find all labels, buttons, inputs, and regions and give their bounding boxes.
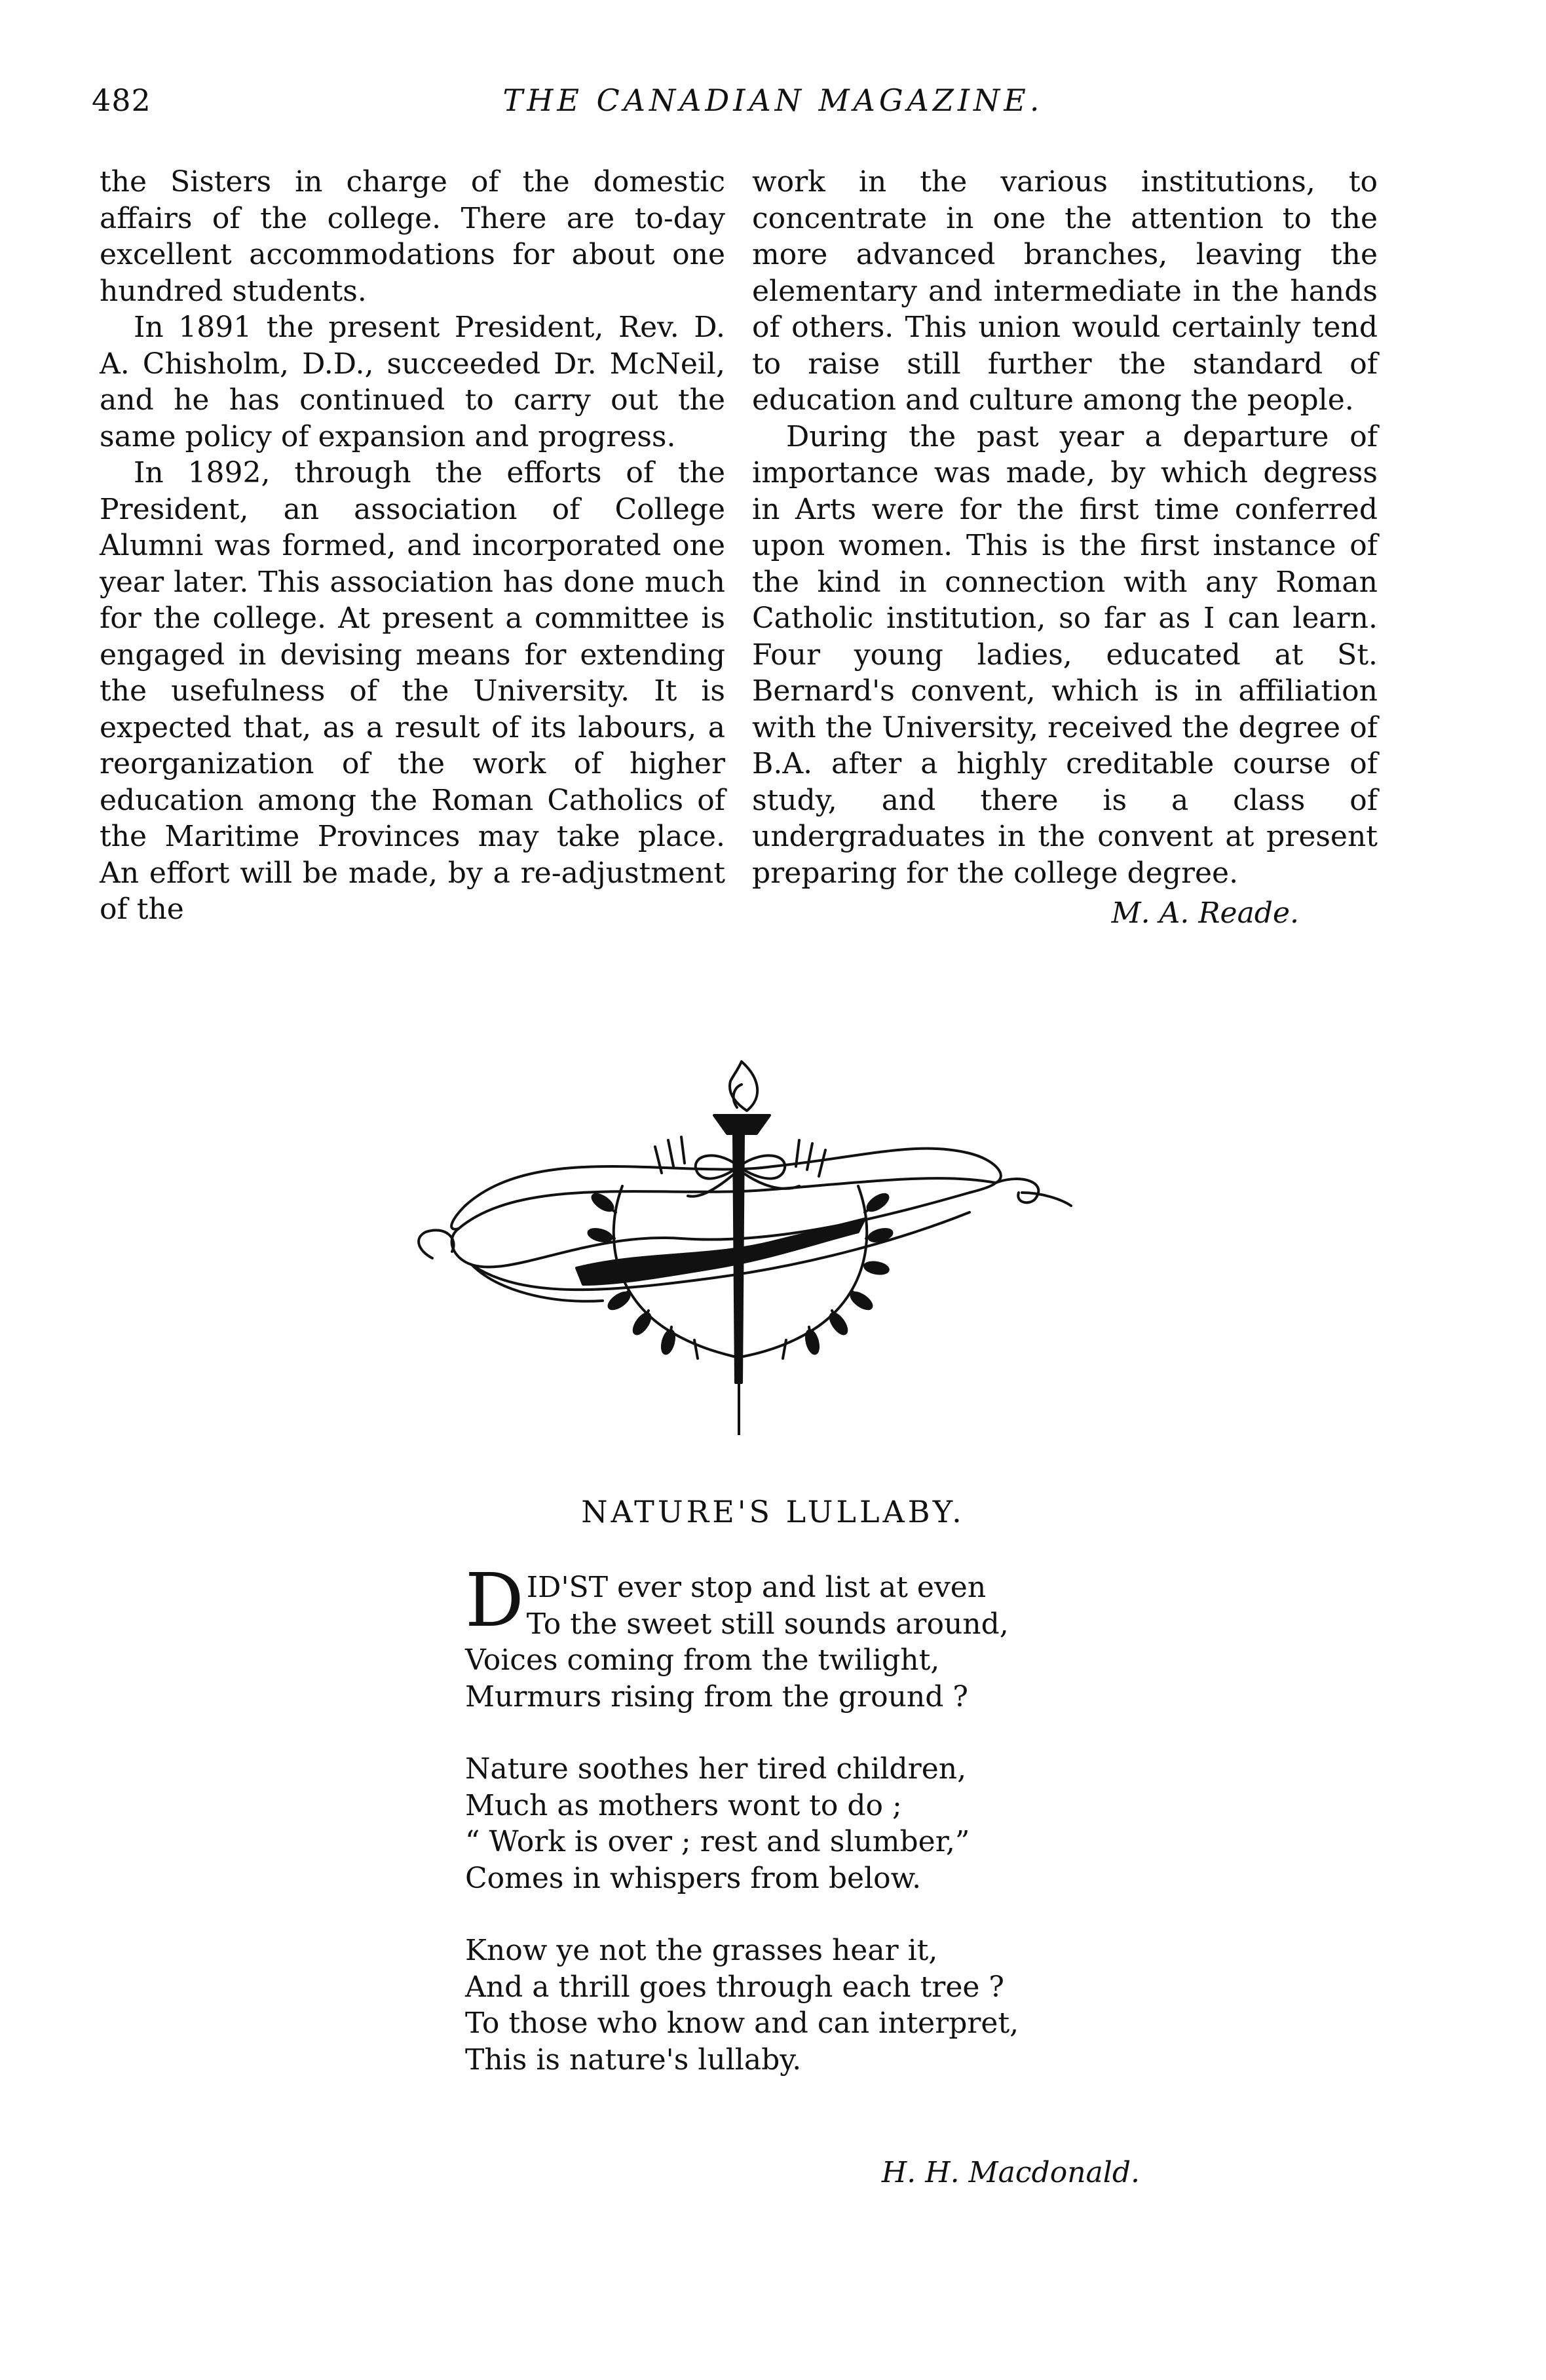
poem-stanza-3 [465, 1932, 1186, 2078]
poem-stanza-2 [465, 1751, 1186, 1896]
article-signature: M. A. Reade. [1111, 896, 1299, 930]
poem-line: Know ye not the grasses hear it, [465, 1934, 938, 1967]
poem-line: This is nature's lullaby. [465, 2043, 802, 2077]
poem-line: To the sweet still sounds around, [526, 1607, 1009, 1641]
left-column [100, 164, 725, 928]
left-paragraph-2: In 1891 the present President, Rev. D. A. Chisholm, D.D., succeeded Dr. McNeil, and he has continued to carry out the same policy of expansion and progress. [100, 311, 725, 453]
drop-cap: D [465, 1558, 524, 1643]
poem-line: Much as mothers wont to do ; [465, 1788, 902, 1822]
poem-line: To those who know and can interpret, [465, 2006, 1019, 2040]
poem-stanza-1 [465, 1558, 1186, 1715]
poem-line: And a thrill goes through each tree ? [465, 1970, 1004, 2004]
page-number: 482 [92, 83, 151, 118]
poem-line: Voices coming from the twilight, [465, 1643, 940, 1677]
right-paragraph-1: work in the various institutions, to concentrate in one the attention to the more advanced branches, leaving the elementary and intermediate in the hands of others. This union would certainly tend to raise still further the standard of education and culture among the people. [752, 165, 1378, 417]
right-column [752, 164, 1378, 932]
magazine-title: THE CANADIAN MAGAZINE. [502, 83, 1044, 118]
poem-line: Nature soothes her tired children, [465, 1752, 967, 1786]
poem-line: “ Work is over ; rest and slumber,” [465, 1825, 970, 1858]
poem-line: Murmurs rising from the ground ? [465, 1679, 969, 1714]
poem-title: NATURE'S LULLABY. [581, 1494, 965, 1529]
poem-body [465, 1558, 1186, 2114]
poem-author: H. H. Macdonald. [881, 2156, 1140, 2189]
left-paragraph-1: the Sisters in charge of the domestic affairs of the college. There are to-day excellent accommodations for about one hundred students. [100, 165, 725, 308]
left-paragraph-3: In 1892, through the efforts of the President, an association of College Alumni was formed, and incorporated one year later. This association has done much for the college. At present a committee is engaged in devising means for extending the usefulness of the University. It is expected that, as a result of its labours, a reorganization of the work of higher education among the Roman Catholics of the Maritime Provinces may take place. An effort will be made, by a re-adjustment of the [100, 456, 725, 926]
right-paragraph-2: During the past year a departure of importance was made, by which degress in Arts were for the first time conferred upon women. This is the first instance of the kind in connection with any Roman Catholic institution, so far as I can learn. Four young ladies, educated at St. Bernard's convent, which is in affiliation with the University, received the degree of B.A. after a highly creditable course of study, and there is a class of undergraduates in the convent at present preparing for the college degree. [752, 419, 1378, 890]
poem-line: Comes in whispers from below. [465, 1861, 922, 1895]
poem-first-line-text: ID'ST ever stop and list at even [526, 1571, 987, 1604]
running-head [0, 83, 1546, 128]
torch-ribbon-wreath-ornament [406, 1042, 1074, 1435]
